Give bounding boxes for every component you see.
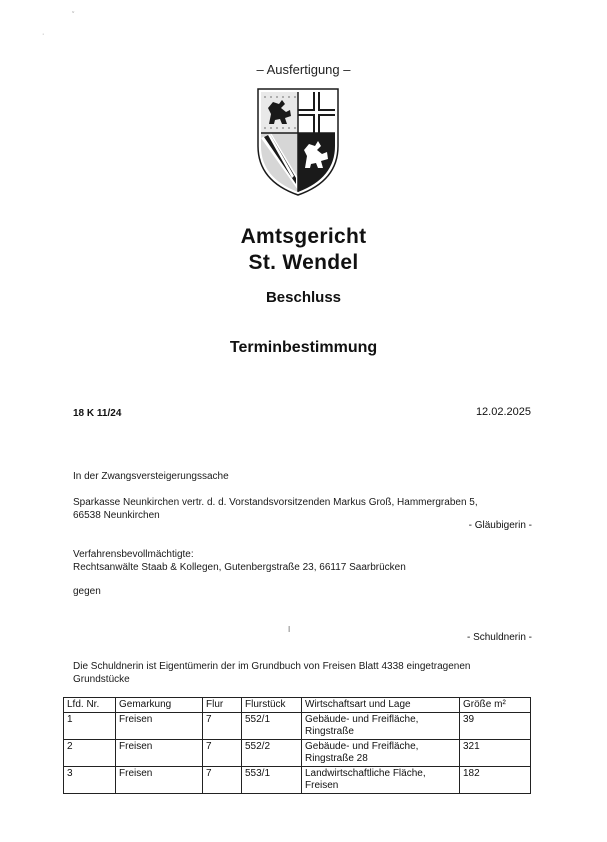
table-cell: 7 bbox=[203, 767, 242, 794]
table-cell: Freisen bbox=[116, 767, 203, 794]
table-cell: Freisen bbox=[116, 740, 203, 767]
decision-subject: Terminbestimmung bbox=[229, 339, 378, 356]
file-number: 18 K 11/24 bbox=[73, 408, 122, 419]
decision-kind: Beschluss bbox=[265, 289, 342, 306]
coat-of-arms-icon bbox=[255, 86, 341, 196]
column-header: Flur bbox=[203, 698, 242, 713]
table-cell: 1 bbox=[64, 713, 116, 740]
ownership-line-2: Grundstücke bbox=[73, 674, 130, 685]
column-header: Flurstück bbox=[242, 698, 302, 713]
column-header: Lfd. Nr. bbox=[64, 698, 116, 713]
parcels-table bbox=[63, 697, 531, 794]
representative-label: Verfahrensbevollmächtigte: bbox=[73, 549, 194, 560]
table-cell: 2 bbox=[64, 740, 116, 767]
creditor-role: - Gläubigerin - bbox=[468, 520, 532, 531]
table-cell: 7 bbox=[203, 740, 242, 767]
creditor-line-1: Sparkasse Neunkirchen vertr. d. d. Vorstandsvorsitzenden Markus Groß, Hammergraben 5, bbox=[73, 497, 478, 508]
table-row bbox=[64, 713, 531, 740]
scan-speck: · bbox=[42, 31, 45, 38]
creditor-line-2: 66538 Neunkirchen bbox=[73, 510, 160, 521]
table-cell: 552/1 bbox=[242, 713, 302, 740]
intro-line: In der Zwangsversteigerungssache bbox=[73, 471, 229, 482]
column-header: Gemarkung bbox=[116, 698, 203, 713]
representative: Rechtsanwälte Staab & Kollegen, Gutenbergstraße 23, 66117 Saarbrücken bbox=[73, 562, 406, 573]
table-cell: 7 bbox=[203, 713, 242, 740]
table-cell: Freisen bbox=[116, 713, 203, 740]
scan-speck: ˇ bbox=[72, 12, 75, 19]
table-cell: 182 bbox=[460, 767, 531, 794]
ownership-line-1: Die Schuldnerin ist Eigentümerin der im Grundbuch von Freisen Blatt 4338 eingetragenen bbox=[73, 661, 471, 672]
table-cell: Gebäude- und Freifläche, Ringstraße 28 bbox=[302, 740, 460, 767]
against-label: gegen bbox=[73, 586, 101, 597]
court-line-1: Amtsgericht bbox=[240, 225, 367, 248]
table-cell: 39 bbox=[460, 713, 531, 740]
table-cell: 321 bbox=[460, 740, 531, 767]
column-header: Wirtschaftsart und Lage bbox=[302, 698, 460, 713]
table-cell: Gebäude- und Freifläche, Ringstraße bbox=[302, 713, 460, 740]
decision-date: 12.02.2025 bbox=[475, 406, 531, 418]
creditor-block bbox=[73, 496, 533, 522]
ownership-statement bbox=[73, 660, 533, 686]
table-row bbox=[64, 740, 531, 767]
table-cell: 552/2 bbox=[242, 740, 302, 767]
redacted-debtor-mark: I bbox=[288, 625, 291, 634]
document-type: – Ausfertigung – bbox=[256, 62, 351, 77]
debtor-role: - Schuldnerin - bbox=[466, 632, 532, 643]
table-cell: 553/1 bbox=[242, 767, 302, 794]
court-line-2: St. Wendel bbox=[248, 251, 359, 274]
table-cell: Landwirtschaftliche Fläche, Freisen bbox=[302, 767, 460, 794]
table-header-row bbox=[64, 698, 531, 713]
court-name bbox=[0, 224, 607, 276]
column-header: Größe m² bbox=[460, 698, 531, 713]
table-cell: 3 bbox=[64, 767, 116, 794]
table-row bbox=[64, 767, 531, 794]
